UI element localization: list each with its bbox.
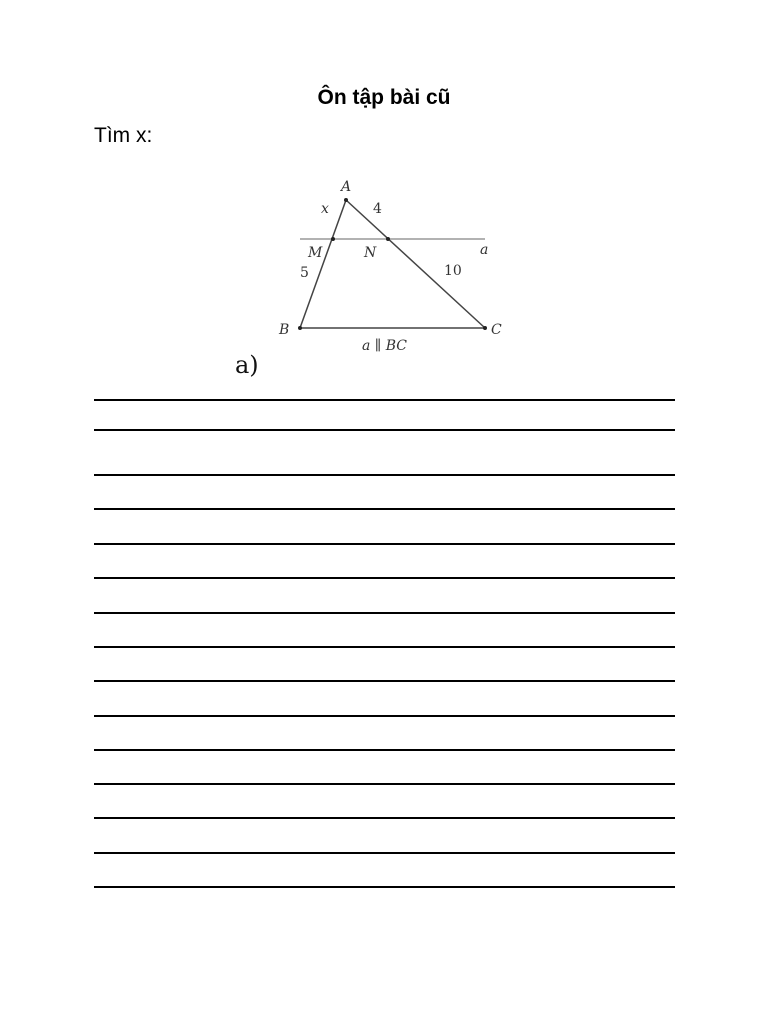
page-title: Ôn tập bài cũ xyxy=(317,86,451,109)
label-n: N xyxy=(364,245,377,261)
label-an-length: 4 xyxy=(373,201,382,217)
answer-line[interactable] xyxy=(94,508,675,510)
label-mb-length: 5 xyxy=(300,265,309,281)
label-x: x xyxy=(321,201,329,217)
answer-line[interactable] xyxy=(94,399,675,401)
label-line-a: a xyxy=(480,242,489,258)
answer-line[interactable] xyxy=(94,680,675,682)
answer-line[interactable] xyxy=(94,852,675,854)
label-m: M xyxy=(308,245,323,261)
answer-line[interactable] xyxy=(94,783,675,785)
label-c: C xyxy=(491,322,502,338)
label-a: A xyxy=(341,179,352,195)
answer-line[interactable] xyxy=(94,749,675,751)
label-b: B xyxy=(279,322,290,338)
part-label: a) xyxy=(235,351,259,379)
answer-lines xyxy=(94,0,675,1024)
answer-line[interactable] xyxy=(94,646,675,648)
label-nc-length: 10 xyxy=(444,263,462,279)
answer-line[interactable] xyxy=(94,715,675,717)
answer-line[interactable] xyxy=(94,543,675,545)
answer-line[interactable] xyxy=(94,429,675,431)
answer-line[interactable] xyxy=(94,886,675,888)
answer-line[interactable] xyxy=(94,612,675,614)
label-condition: a ∥ BC xyxy=(362,338,407,354)
answer-line[interactable] xyxy=(94,577,675,579)
answer-line[interactable] xyxy=(94,474,675,476)
instruction-text: Tìm x: xyxy=(94,124,153,147)
answer-line[interactable] xyxy=(94,817,675,819)
